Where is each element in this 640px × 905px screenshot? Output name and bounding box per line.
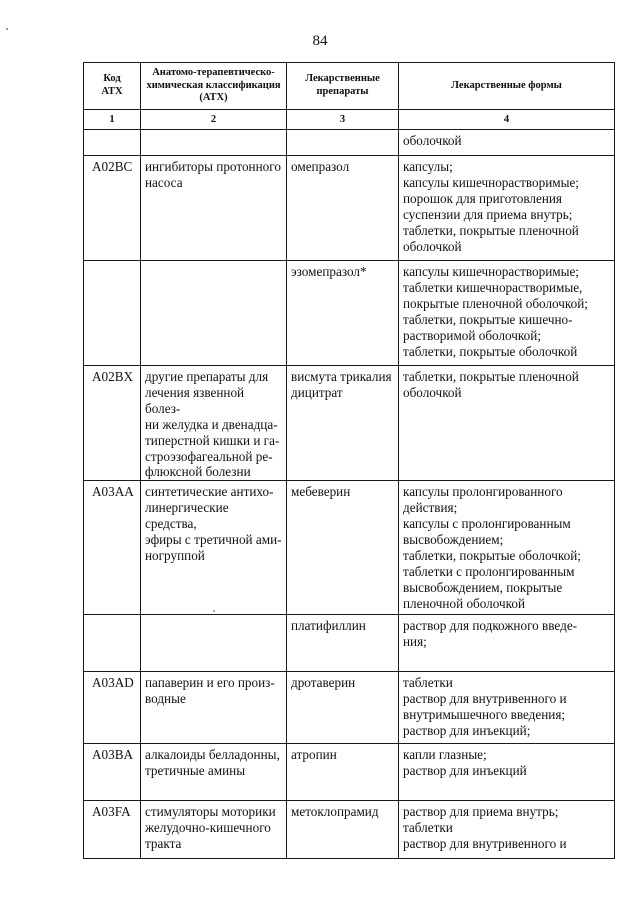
cell-classification: [141, 130, 287, 156]
table-header-row: [84, 63, 615, 110]
cell-classification: алкалоиды белладонны, третичные амины: [141, 744, 287, 801]
cell-forms: капсулы кишечнорастворимые; таблетки кишечнорастворимые, покрытые пленочной оболочкой; таблетки, покрытые кишечно- растворимой оболочкой; таблетки, покрытые оболочкой: [399, 261, 615, 366]
cell-drug: платифиллин: [287, 615, 399, 672]
cell-classification: [141, 261, 287, 366]
table-row: [84, 672, 615, 744]
cell-code: A02BX: [84, 366, 141, 481]
header-drugs: Лекарственные препараты: [287, 63, 399, 110]
header-code: Код АТХ: [84, 63, 141, 110]
column-number-row: [84, 110, 615, 130]
scan-speck: [6, 28, 8, 30]
table-row: [84, 744, 615, 801]
cell-classification: [141, 615, 287, 672]
header-classification: Анатомо-терапевтическо- химическая классификация (АТХ): [141, 63, 287, 110]
cell-code: A03BA: [84, 744, 141, 801]
cell-drug: [287, 130, 399, 156]
cell-forms: капсулы; капсулы кишечнорастворимые; порошок для приготовления суспензии для приема внутрь; таблетки, покрытые пленочной оболочкой: [399, 156, 615, 261]
cell-classification: другие препараты для лечения язвенной болез- ни желудка и двенадца- типерстной кишки и га- строэзофагеальной ре- флюксной болезни: [141, 366, 287, 481]
cell-code: A02BC: [84, 156, 141, 261]
page-number: 84: [312, 33, 328, 49]
column-number: 1: [84, 110, 141, 130]
cell-drug: омепразол: [287, 156, 399, 261]
atx-drug-table: [83, 62, 615, 859]
cell-drug: мебеверин: [287, 481, 399, 615]
column-number: 3: [287, 110, 399, 130]
header-forms: Лекарственные формы: [399, 63, 615, 110]
table-row: [84, 615, 615, 672]
cell-forms: раствор для подкожного введе- ния;: [399, 615, 615, 672]
cell-code: [84, 261, 141, 366]
cell-code: A03AD: [84, 672, 141, 744]
cell-code: [84, 130, 141, 156]
cell-forms: раствор для приема внутрь; таблетки раствор для внутривенного и: [399, 801, 615, 859]
cell-classification: стимуляторы моторики желудочно-кишечного тракта: [141, 801, 287, 859]
cell-drug: висмута трикалия дицитрат: [287, 366, 399, 481]
table-row: [84, 261, 615, 366]
cell-classification: ингибиторы протонного насоса: [141, 156, 287, 261]
table-row: [84, 130, 615, 156]
cell-drug: атропин: [287, 744, 399, 801]
cell-forms: капли глазные; раствор для инъекций: [399, 744, 615, 801]
cell-forms: таблетки, покрытые пленочной оболочкой: [399, 366, 615, 481]
cell-classification: папаверин и его произ- водные: [141, 672, 287, 744]
table-row: [84, 481, 615, 615]
cell-drug: дротаверин: [287, 672, 399, 744]
cell-drug: эзомепразол*: [287, 261, 399, 366]
cell-code: [84, 615, 141, 672]
table-row: [84, 801, 615, 859]
cell-code: A03AA: [84, 481, 141, 615]
cell-drug: метоклопрамид: [287, 801, 399, 859]
column-number: 2: [141, 110, 287, 130]
table-row: [84, 366, 615, 481]
cell-forms: капсулы пролонгированного действия; капсулы с пролонгированным высвобождением; таблетки, покрытые оболочкой; таблетки с пролонгированным высвобождением, покрытые пленочной оболочкой: [399, 481, 615, 615]
cell-classification: синтетические антихо- линергические средства, эфиры с третичной ами- ногруппой: [141, 481, 287, 615]
cell-code: A03FA: [84, 801, 141, 859]
cell-forms: таблетки раствор для внутривенного и внутримышечного введения; раствор для инъекций;: [399, 672, 615, 744]
column-number: 4: [399, 110, 615, 130]
cell-forms: оболочкой: [399, 130, 615, 156]
table-row: [84, 156, 615, 261]
